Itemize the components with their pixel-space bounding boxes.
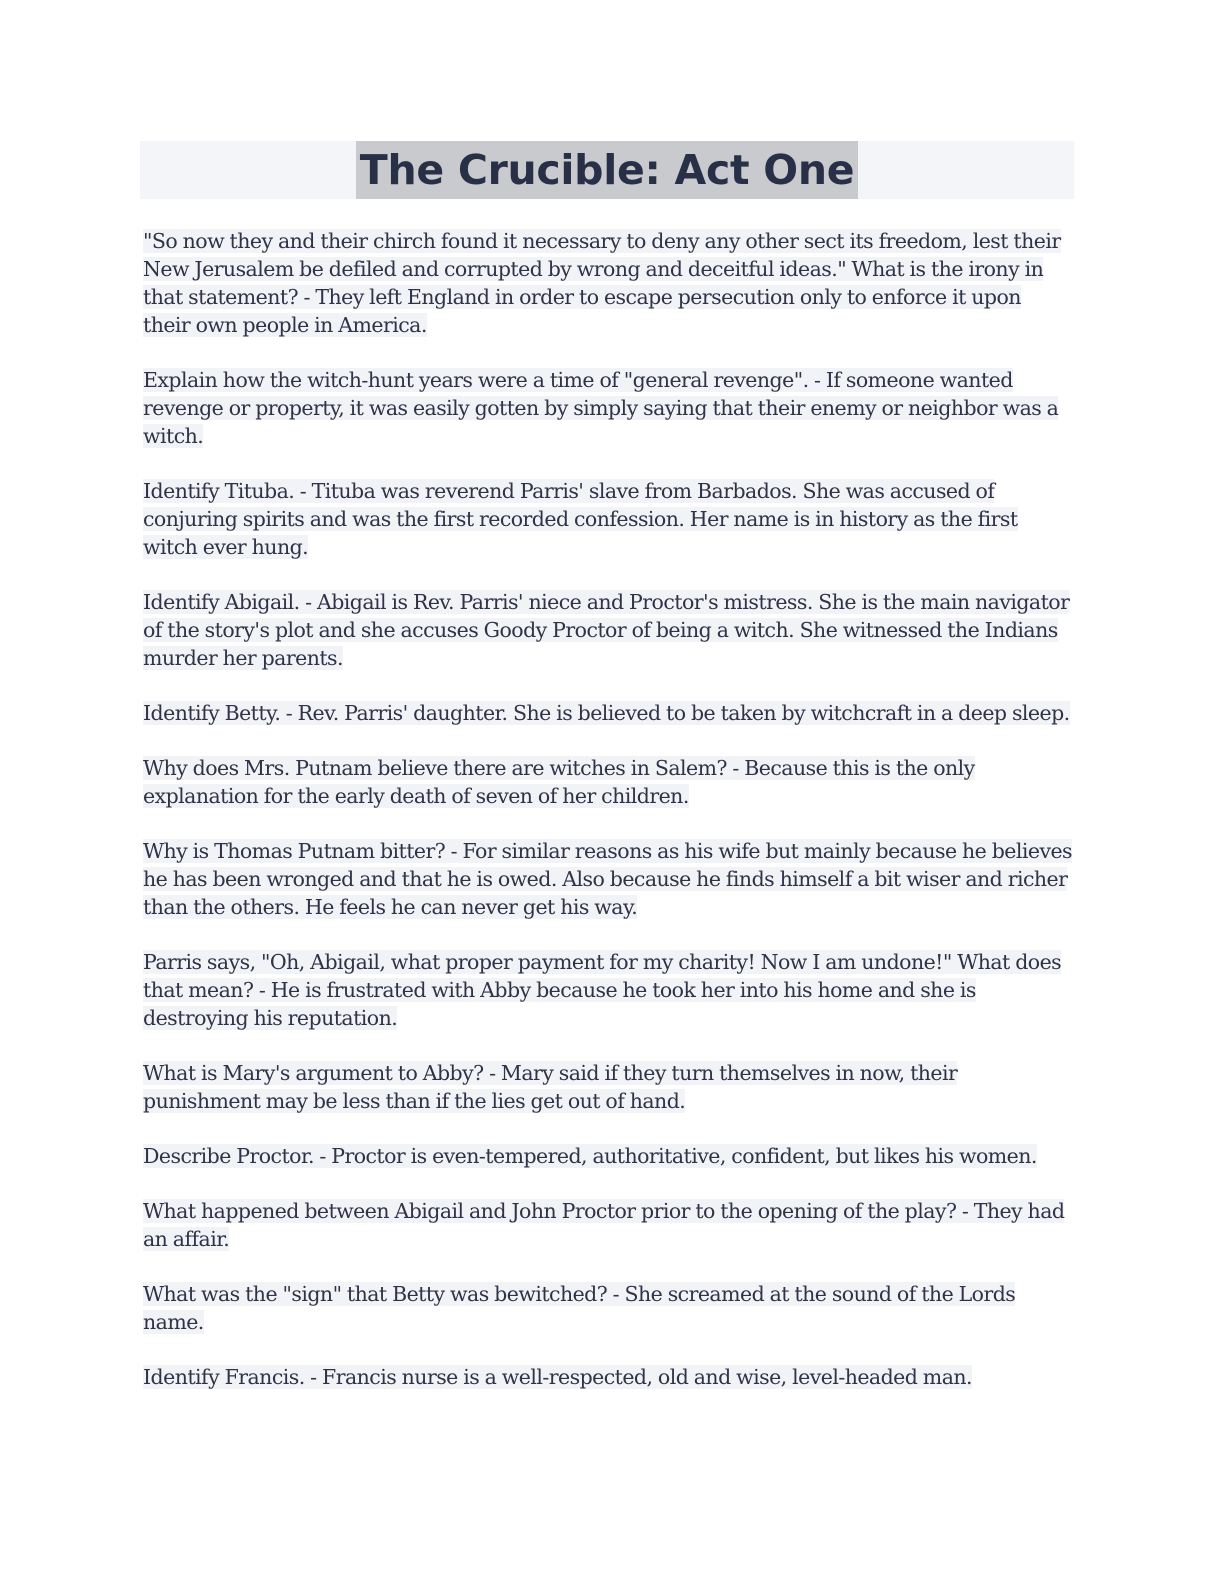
qa-item-10 <box>143 1142 1073 1170</box>
qa-text: Identify Tituba. - Tituba was reverend Parris' slave from Barbados. She was accused of conjuring spirits and was the first recorded confession. Her name is in history as the first witch ever hung. <box>143 479 1018 559</box>
document-body <box>143 227 1073 1418</box>
qa-text: Parris says, "Oh, Abigail, what proper payment for my charity! Now I am undone!" What does that mean? - He is frustrated with Abby because he took her into his home and she is destroying his reputation. <box>143 950 1062 1030</box>
qa-item-5 <box>143 699 1073 727</box>
document-title: The Crucible: Act One <box>356 141 858 199</box>
qa-text: What is Mary's argument to Abby? - Mary said if they turn themselves in now, their punishment may be less than if the lies get out of hand. <box>143 1061 958 1113</box>
qa-text: "So now they and their chirch found it necessary to deny any other sect its freedom, lest their New Jerusalem be defiled and corrupted by wrong and deceitful ideas." What is the irony in that statement? - They left England in order to escape persecution only to enforce it upon their own people in America. <box>143 229 1061 337</box>
qa-text: What was the "sign" that Betty was bewitched? - She screamed at the sound of the Lords name. <box>143 1282 1016 1334</box>
qa-item-12 <box>143 1280 1073 1336</box>
qa-item-1 <box>143 227 1073 339</box>
qa-item-4 <box>143 588 1073 672</box>
qa-item-11 <box>143 1197 1073 1253</box>
qa-text: Describe Proctor. - Proctor is even-tempered, authoritative, confident, but likes his women. <box>143 1144 1037 1168</box>
qa-text: Why is Thomas Putnam bitter? - For similar reasons as his wife but mainly because he believes he has been wronged and that he is owed. Also because he finds himself a bit wiser and richer than the others. He feels he can never get his way. <box>143 839 1073 919</box>
qa-item-13 <box>143 1363 1073 1391</box>
qa-text: What happened between Abigail and John Proctor prior to the opening of the play? - They had an affair. <box>143 1199 1065 1251</box>
qa-text: Identify Betty. - Rev. Parris' daughter. She is believed to be taken by witchcraft in a deep sleep. <box>143 701 1070 725</box>
qa-item-3 <box>143 477 1073 561</box>
qa-text: Identify Francis. - Francis nurse is a well-respected, old and wise, level-headed man. <box>143 1365 972 1389</box>
qa-item-2 <box>143 366 1073 450</box>
qa-item-9 <box>143 1059 1073 1115</box>
title-band <box>140 141 1074 199</box>
qa-text: Why does Mrs. Putnam believe there are witches in Salem? - Because this is the only explanation for the early death of seven of her children. <box>143 756 975 808</box>
qa-text: Explain how the witch-hunt years were a time of "general revenge". - If someone wanted revenge or property, it was easily gotten by simply saying that their enemy or neighbor was a witch. <box>143 368 1059 448</box>
title-wrap <box>140 141 1074 199</box>
qa-item-8 <box>143 948 1073 1032</box>
qa-text: Identify Abigail. - Abigail is Rev. Parris' niece and Proctor's mistress. She is the main navigator of the story's plot and she accuses Goody Proctor of being a witch. She witnessed the Indians murder her parents. <box>143 590 1070 670</box>
qa-item-7 <box>143 837 1073 921</box>
qa-item-6 <box>143 754 1073 810</box>
